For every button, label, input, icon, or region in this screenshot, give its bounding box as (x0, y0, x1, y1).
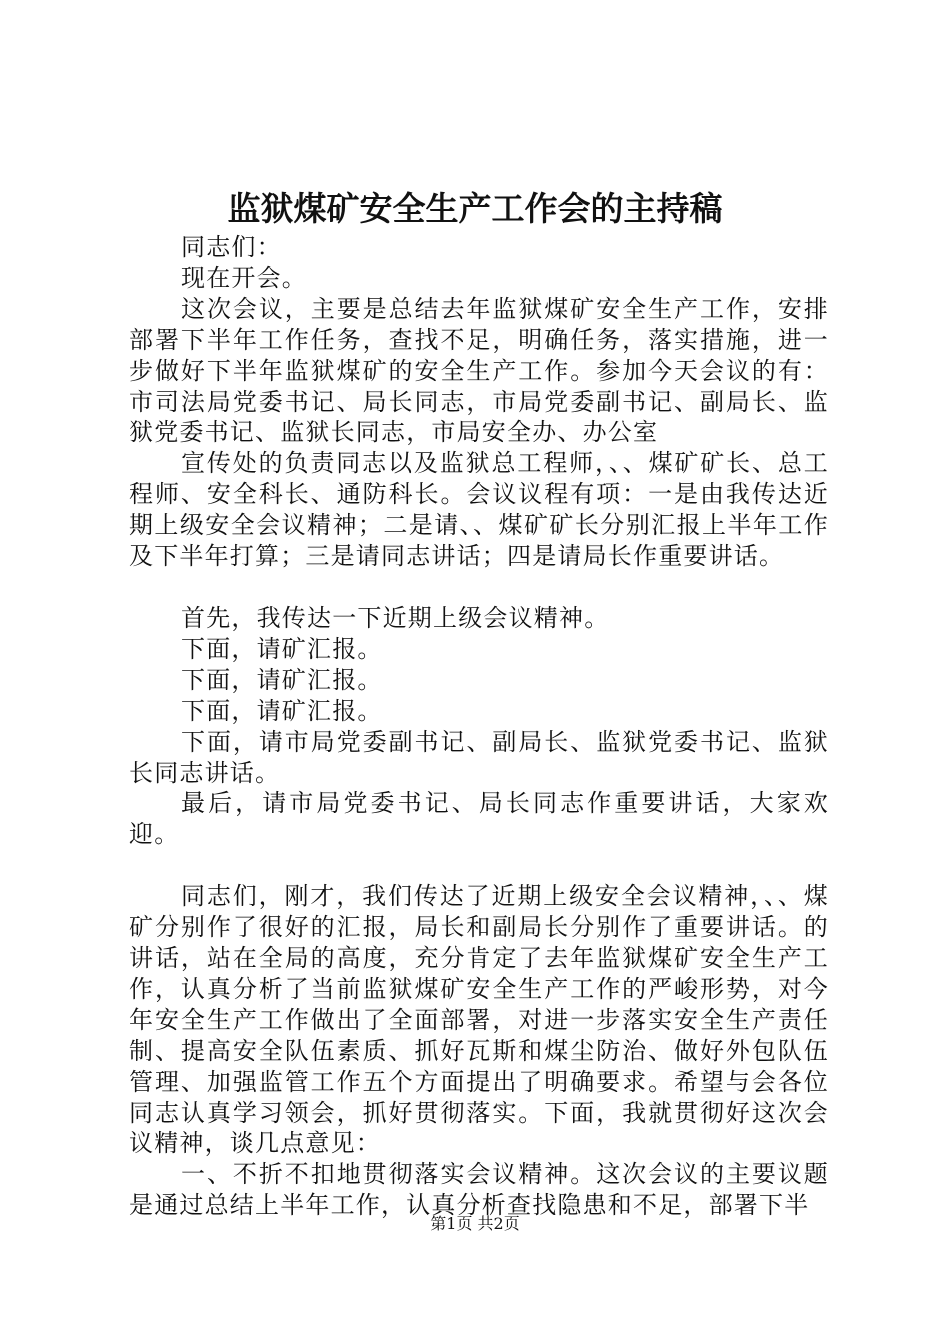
paragraph-first: 首先，我传达一下近期上级会议精神。 (181, 603, 610, 632)
paragraph-final-speech: 最后，请市局党委书记、局长同志作重要讲话，大家欢迎。 (129, 789, 829, 849)
paragraph-greeting: 同志们： (181, 233, 282, 261)
paragraph-spacer (129, 850, 829, 881)
paragraph-agenda: 宣传处的负责同志以及监狱总工程师，、、煤矿矿长、总工程师、安全科长、通防科长。会议议程有项：一是由我传达近期上级安全会议精神；二是请、、煤矿矿长分别汇报上半年工作及下半年打算；三是请同志讲话；四是请局长作重要讲话。 (129, 449, 829, 571)
paragraph-report-1: 下面，请矿汇报。 (181, 634, 383, 663)
page-indicator: 第1页 共2页 (430, 1214, 520, 1233)
paragraph-summary: 同志们，刚才，我们传达了近期上级安全会议精神，、、煤矿分别作了很好的汇报，局长和副局长分别作了重要讲话。的讲话，站在全局的高度，充分肯定了去年监狱煤矿安全生产工作，认真分析了当前监狱煤矿安全生产工作的严峻形势，对今年安全生产工作做出了全面部署，对进一步落实安全生产责任制、提高安全队伍素质、抓好瓦斯和煤尘防治、做好外包队伍管理、加强监管工作五个方面提出了明确要求。希望与会各位同志认真学习领会，抓好贯彻落实。下面，我就贯彻好这次会议精神，谈几点意见： (129, 882, 829, 1158)
paragraph-report-3: 下面，请矿汇报。 (181, 696, 383, 725)
paragraph-deputy-speech: 下面，请市局党委副书记、副局长、监狱党委书记、监狱长同志讲话。 (129, 727, 829, 787)
paragraph-point-one: 一、不折不扣地贯彻落实会议精神。这次会议的主要议题是通过总结上半年工作，认真分析查找隐患和不足，部署下半 (129, 1160, 829, 1220)
document-body (129, 232, 829, 1221)
paragraph-spacer (129, 572, 829, 603)
paragraph-purpose: 这次会议，主要是总结去年监狱煤矿安全生产工作，安排部署下半年工作任务，查找不足，明确任务，落实措施，进一步做好下半年监狱煤矿的安全生产工作。参加今天会议的有：市司法局党委书记、局长同志，市局党委副书记、副局长、监狱党委书记、监狱长同志，市局安全办、办公室 (129, 294, 829, 447)
document-title: 监狱煤矿安全生产工作会的主持稿 (227, 189, 723, 228)
paragraph-report-2: 下面，请矿汇报。 (181, 665, 383, 694)
paragraph-opening: 现在开会。 (181, 263, 307, 292)
